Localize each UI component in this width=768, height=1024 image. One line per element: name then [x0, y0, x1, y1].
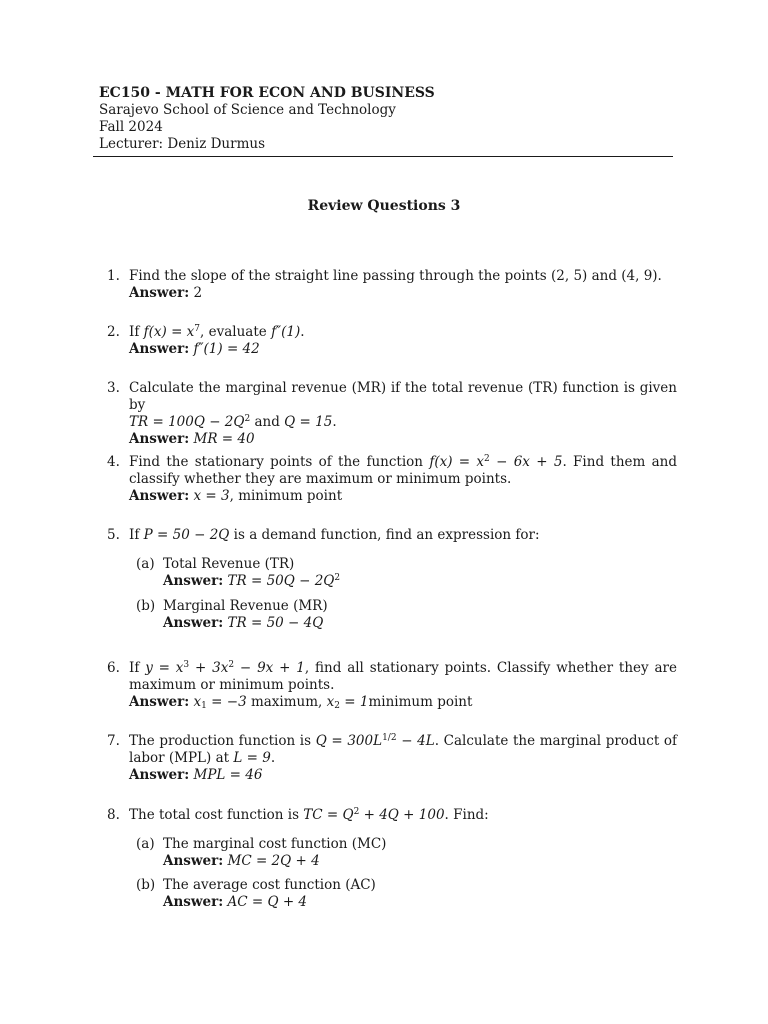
answer-label: Answer: [129, 341, 190, 357]
sub-question-5a [136, 556, 676, 590]
answer-label: Answer: [129, 767, 190, 783]
answer-value: MC = 2Q + 4 [227, 853, 320, 869]
sub-number: (a) [136, 556, 155, 572]
answer-value: TR = 50 − 4Q [227, 615, 324, 631]
page-title: Review Questions 3 [307, 198, 461, 214]
question-7 [107, 733, 677, 784]
answer-value: 2 [193, 285, 203, 301]
question-text: , evaluate [200, 324, 267, 340]
sub-number: (b) [136, 598, 156, 614]
math-expression: TC = $Q^2 + 4Q + 100$ [303, 807, 445, 823]
question-number: 7. [107, 733, 120, 749]
sub-text: The marginal cost function (MC) [163, 836, 387, 852]
answer-value: $x_1 = -3$ [193, 694, 247, 711]
answer-label: Answer: [163, 894, 224, 910]
answer-label: Answer: [129, 285, 190, 301]
term: Fall 2024 [99, 119, 163, 135]
math-expression: $Q = 300L^{1/2} - 4L$ [315, 733, 435, 749]
question-number: 8. [107, 807, 120, 823]
question-number: 1. [107, 268, 120, 284]
answer-value: TR = $50Q - 2Q^2$ [227, 573, 341, 589]
header-rule [93, 156, 673, 157]
answer-text: maximum, [246, 694, 323, 710]
math-expression: $f(x) = x^2 - 6x + 5$ [429, 454, 563, 470]
math-expression: f″(1) [271, 324, 301, 340]
sub-text: Marginal Revenue (MR) [163, 598, 328, 614]
punctuation: . [332, 414, 337, 430]
answer-label: Answer: [129, 431, 190, 447]
sub-question-8a [136, 836, 676, 870]
question-5 [107, 527, 677, 544]
answer-label: Answer: [163, 853, 224, 869]
question-text: is a demand function, find an expression for: [233, 527, 540, 543]
answer-value: MR = 40 [193, 431, 255, 447]
question-2 [107, 324, 677, 358]
math-expression: TR = $100Q - 2Q^2$ [129, 414, 251, 430]
math-expression: $f(x) = x^7$ [143, 324, 201, 340]
answer-label: Answer: [163, 573, 224, 589]
answer-value: x = 3 [193, 488, 230, 504]
question-4 [107, 454, 677, 505]
answer-value: MPL = 46 [193, 767, 263, 783]
math-expression: P = 50 − 2Q [143, 527, 230, 543]
question-6 [107, 660, 677, 711]
sub-text: Total Revenue (TR) [163, 556, 295, 572]
answer-value: f″(1) = 42 [193, 341, 260, 357]
question-text: Find the stationary points of the function [129, 454, 423, 470]
question-text: and [254, 414, 280, 430]
question-text: If [129, 324, 140, 340]
punctuation: . [300, 324, 305, 340]
math-expression: L = 9 [233, 750, 271, 766]
question-text: Find the slope of the straight line passing through the points (2, 5) and (4, 9). [129, 268, 662, 284]
question-text: If [129, 660, 140, 676]
question-text: The production function is [129, 733, 312, 749]
question-text: Calculate the marginal revenue (MR) if the total revenue (TR) function is given by [129, 380, 677, 413]
punctuation: . [270, 750, 276, 766]
course-title: EC150 - MATH FOR ECON AND BUSINESS [99, 85, 435, 101]
lecturer: Lecturer: Deniz Durmus [99, 136, 265, 152]
question-8 [107, 807, 677, 824]
question-text: . Find them and classify whether they are maximum or minimum points. [129, 454, 678, 487]
sub-number: (b) [136, 877, 156, 893]
answer-text: minimum point [368, 694, 473, 710]
sub-question-8b [136, 877, 676, 911]
question-text: , find all stationary points. Classify whether they are maximum or minimum points. [129, 660, 677, 693]
sub-number: (a) [136, 836, 155, 852]
answer-label: Answer: [129, 694, 190, 710]
question-number: 3. [107, 380, 120, 396]
question-number: 2. [107, 324, 120, 340]
math-expression: Q = 15 [284, 414, 333, 430]
answer-text: , minimum point [229, 488, 343, 504]
question-text: . Find: [444, 807, 489, 823]
answer-value: $x_2 = 1$ [326, 694, 369, 711]
answer-value: AC = Q + 4 [227, 894, 308, 910]
question-number: 4. [107, 454, 120, 470]
question-text: The total cost function is [129, 807, 299, 823]
sub-question-5b [136, 598, 676, 632]
question-number: 6. [107, 660, 120, 676]
math-expression: $y = x^3 + 3x^2 - 9x + 1$ [145, 660, 305, 676]
answer-label: Answer: [163, 615, 224, 631]
school-name: Sarajevo School of Science and Technology [99, 102, 396, 118]
question-1 [107, 268, 677, 302]
question-3 [107, 380, 677, 448]
document-header [99, 85, 674, 153]
answer-label: Answer: [129, 488, 190, 504]
question-number: 5. [107, 527, 120, 543]
sub-text: The average cost function (AC) [163, 877, 376, 893]
question-text: If [129, 527, 140, 543]
question-text: . Calculate the marginal product of labor (MPL) at [129, 733, 677, 766]
